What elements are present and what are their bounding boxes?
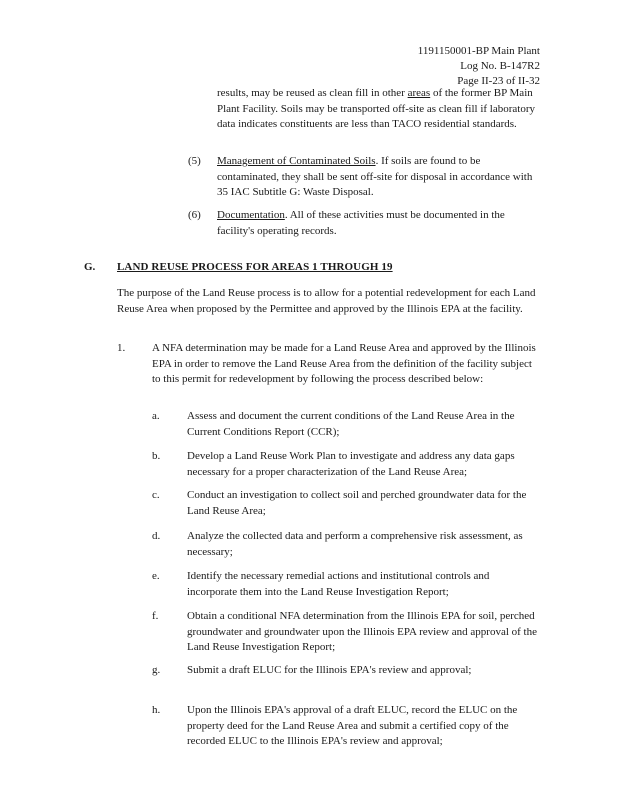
step-letter: a.: [152, 410, 160, 422]
continued-paragraph: results, may be reused as clean fill in other areas of the former BP Main Plant Facility. Soils may be transported off-site as clean fill if laboratory data indicates constituents are less than TACO residential standards.: [217, 87, 536, 131]
section-title: LAND REUSE PROCESS FOR AREAS 1 THROUGH 19: [117, 261, 393, 273]
step-text: Conduct an investigation to collect soil and perched groundwater data for the Land Reuse Area;: [187, 489, 527, 517]
step-text: Assess and document the current conditions of the Land Reuse Area in the Current Conditions Report (CCR);: [187, 410, 515, 438]
section-intro: The purpose of the Land Reuse process is to allow for a potential redevelopment for each Land Reuse Area when proposed by the Permittee and approved by the Illinois EPA at the facility.: [117, 287, 536, 315]
step-letter: e.: [152, 570, 160, 582]
header-log-number: Log No. B-147R2: [460, 60, 540, 72]
step-letter: d.: [152, 530, 161, 542]
item-6-number: (6): [188, 209, 201, 221]
item-1-text: A NFA determination may be made for a Land Reuse Area and approved by the Illinois EPA in order to remove the Land Reuse Area from the definition of the facility subject to this permit for redevelopment by following the process described below:: [152, 342, 536, 386]
step-letter: f.: [152, 610, 159, 622]
step-letter: g.: [152, 664, 161, 676]
step-text: Obtain a conditional NFA determination from the Illinois EPA for soil, perched groundwater and groundwater upon the Illinois EPA review and approval of the Land Reuse Investigation Report;: [187, 610, 537, 654]
step-letter: c.: [152, 489, 160, 501]
item-6-text: Documentation. All of these activities must be documented in the facility's operating records.: [217, 209, 505, 237]
item-5-text: Management of Contaminated Soils. If soils are found to be contaminated, they shall be sent off-site for disposal in accordance with 35 IAC Subtitle G: Waste Disposal.: [217, 155, 533, 199]
page-header: [418, 44, 540, 89]
item-5-title: Management of Contaminated Soils: [217, 155, 376, 167]
header-page-number: Page II-23 of II-32: [457, 75, 540, 87]
step-text: Identify the necessary remedial actions and institutional controls and incorporate them into the Land Reuse Investigation Report;: [187, 570, 490, 598]
areas-link-text: areas: [407, 87, 431, 99]
header-permit-number: 1191150001-BP Main Plant: [417, 45, 540, 57]
step-letter: b.: [152, 450, 161, 462]
section-letter: G.: [84, 261, 96, 273]
step-letter: h.: [152, 704, 161, 716]
item-1-number: 1.: [117, 342, 126, 354]
step-text: Submit a draft ELUC for the Illinois EPA's review and approval;: [187, 664, 472, 676]
step-text: Upon the Illinois EPA's approval of a draft ELUC, record the ELUC on the property deed for the Land Reuse Area and submit a certified copy of the recorded ELUC to the Illinois EPA's review and approval;: [187, 704, 518, 748]
item-5-number: (5): [188, 155, 201, 167]
item-6-title: Documentation: [217, 209, 285, 221]
step-text: Develop a Land Reuse Work Plan to investigate and address any data gaps necessary for a proper characterization of the Land Reuse Area;: [187, 450, 515, 478]
step-text: Analyze the collected data and perform a comprehensive risk assessment, as necessary;: [187, 530, 523, 558]
